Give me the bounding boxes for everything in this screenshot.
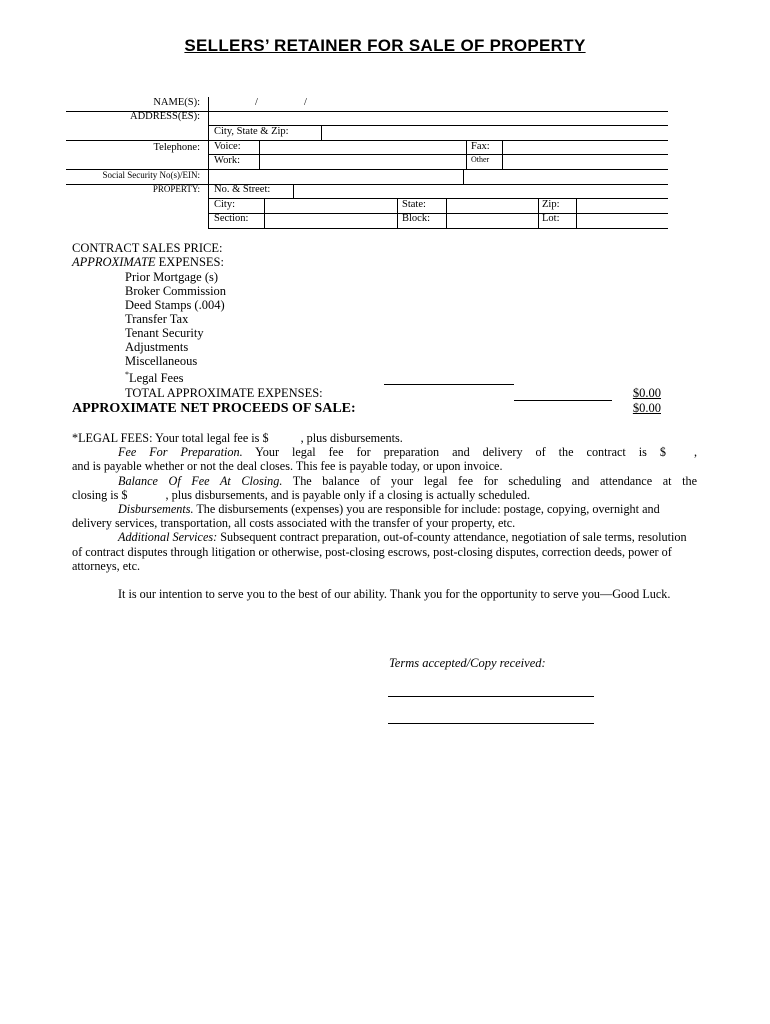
expense-item: Deed Stamps (.004) [125,298,225,312]
prep-text-a: Your legal fee for preparation and delivery of the contract is $ [242,445,666,460]
legal-fees-intro [72,431,697,445]
total-line [514,400,612,401]
net-proceeds-label: APPROXIMATE NET PROCEEDS OF SALE: [72,401,356,416]
closing-text: It is our intention to serve you to the best of our ability. Thank you for the opportunity to serve you—Good Luck. [118,587,671,602]
zip-label: Zip: [542,199,560,210]
form-divider [208,97,209,228]
legal-intro-b: , plus disbursements. [300,431,403,445]
form-divider [463,169,464,184]
approx-word: APPROXIMATE [72,255,156,269]
lot-label: Lot: [542,213,560,224]
names-label: NAME(S): [153,97,200,108]
prep-text-b: , [693,445,697,460]
balance-text-c: , plus disbursements, and is payable only if a closing is actually scheduled. [165,487,531,502]
form-divider [259,140,260,169]
form-divider [538,198,539,228]
legal-fees-label: Legal Fees [129,371,184,386]
form-rule [208,154,668,155]
balance-text-a: The balance of your legal fee for scheduling and attendance at the [282,473,697,488]
other-label: Other [471,155,490,164]
form-rule [66,111,668,112]
signature-line[interactable] [388,696,594,697]
address-label: ADDRESS(ES): [129,111,200,122]
approx-expenses-heading [72,255,224,270]
form-rule [66,169,668,170]
form-divider [576,198,577,228]
work-label: Work: [214,155,240,166]
form-rule [208,198,668,199]
form-divider [466,140,467,169]
names-separator: / [255,97,258,108]
state-label: State: [402,199,426,210]
expense-item: Tenant Security [125,326,204,340]
expenses-word: EXPENSES: [155,255,224,269]
fax-label: Fax: [471,141,490,152]
telephone-label: Telephone: [153,142,200,153]
total-expenses-label: TOTAL APPROXIMATE EXPENSES: [125,386,323,400]
block-label: Block: [402,213,430,224]
expense-item: Prior Mortgage (s) [125,270,219,284]
balance-paragraph [72,474,697,488]
legal-fees-section [72,431,697,601]
form-divider [446,198,447,228]
terms-accepted-label: Terms accepted/Copy received: [389,656,546,670]
disb-text: The disbursements (expenses) you are responsible for include: postage, copying, overnight and delivery services, transportation, all costs associated with the transfer of your property, etc. [72,502,660,531]
names-separator: / [304,97,307,108]
prep-paragraph-cont: and is payable whether or not the deal closes. This fee is payable today, or upon invoice. [72,459,503,474]
ssn-label: Social Security No(s)/EIN: [102,170,200,180]
total-expenses-value: $0.00 [632,386,661,400]
form-rule [208,213,668,214]
expense-item: Adjustments [125,340,189,354]
disbursements-paragraph [72,502,697,530]
city-label: City: [214,199,236,210]
closing-paragraph [72,587,697,601]
disb-title: Disbursements. [118,502,194,517]
signature-line[interactable] [388,723,594,724]
balance-title: Balance Of Fee At Closing. [118,473,283,488]
form-rule [66,140,668,141]
prep-paragraph [72,445,697,459]
contract-price-label: CONTRACT SALES PRICE: [72,241,223,255]
expense-item: Broker Commission [125,284,227,298]
prep-title: Fee For Preparation. [118,445,243,460]
balance-text-b: closing is $ [72,487,128,502]
form-rule [66,184,668,185]
city-state-zip-label: City, State & Zip: [214,126,289,137]
page-title: SELLERS’ RETAINER FOR SALE OF PROPERTY [184,36,586,55]
expense-item: Miscellaneous [125,354,198,368]
property-label: PROPERTY: [152,184,200,194]
form-divider [397,198,398,228]
form-rule [208,125,668,126]
legal-fees-line [384,384,514,385]
balance-paragraph-cont [72,488,697,502]
addl-text: Subsequent contract preparation, out-of-county attendance, negotiation of sale terms, resolution of contract disputes through litigation or otherwise, post-closing escrows, post-closing disputes, correction deeds, power of attorneys, etc. [72,530,687,573]
form-divider [502,140,503,169]
voice-label: Voice: [214,141,241,152]
additional-services-paragraph [72,530,697,573]
street-label: No. & Street: [214,184,271,195]
form-divider [321,125,322,140]
addl-title: Additional Services: [118,530,218,545]
net-proceeds-value: $0.00 [632,401,661,415]
legal-intro-a: *LEGAL FEES: Your total legal fee is $ [72,431,269,445]
section-label: Section: [214,213,249,224]
form-rule [208,228,668,229]
expense-item: Transfer Tax [125,312,189,326]
legal-fees-star: * [125,370,129,379]
legal-fees-item [125,370,184,386]
form-divider [264,198,265,228]
form-divider [293,184,294,198]
